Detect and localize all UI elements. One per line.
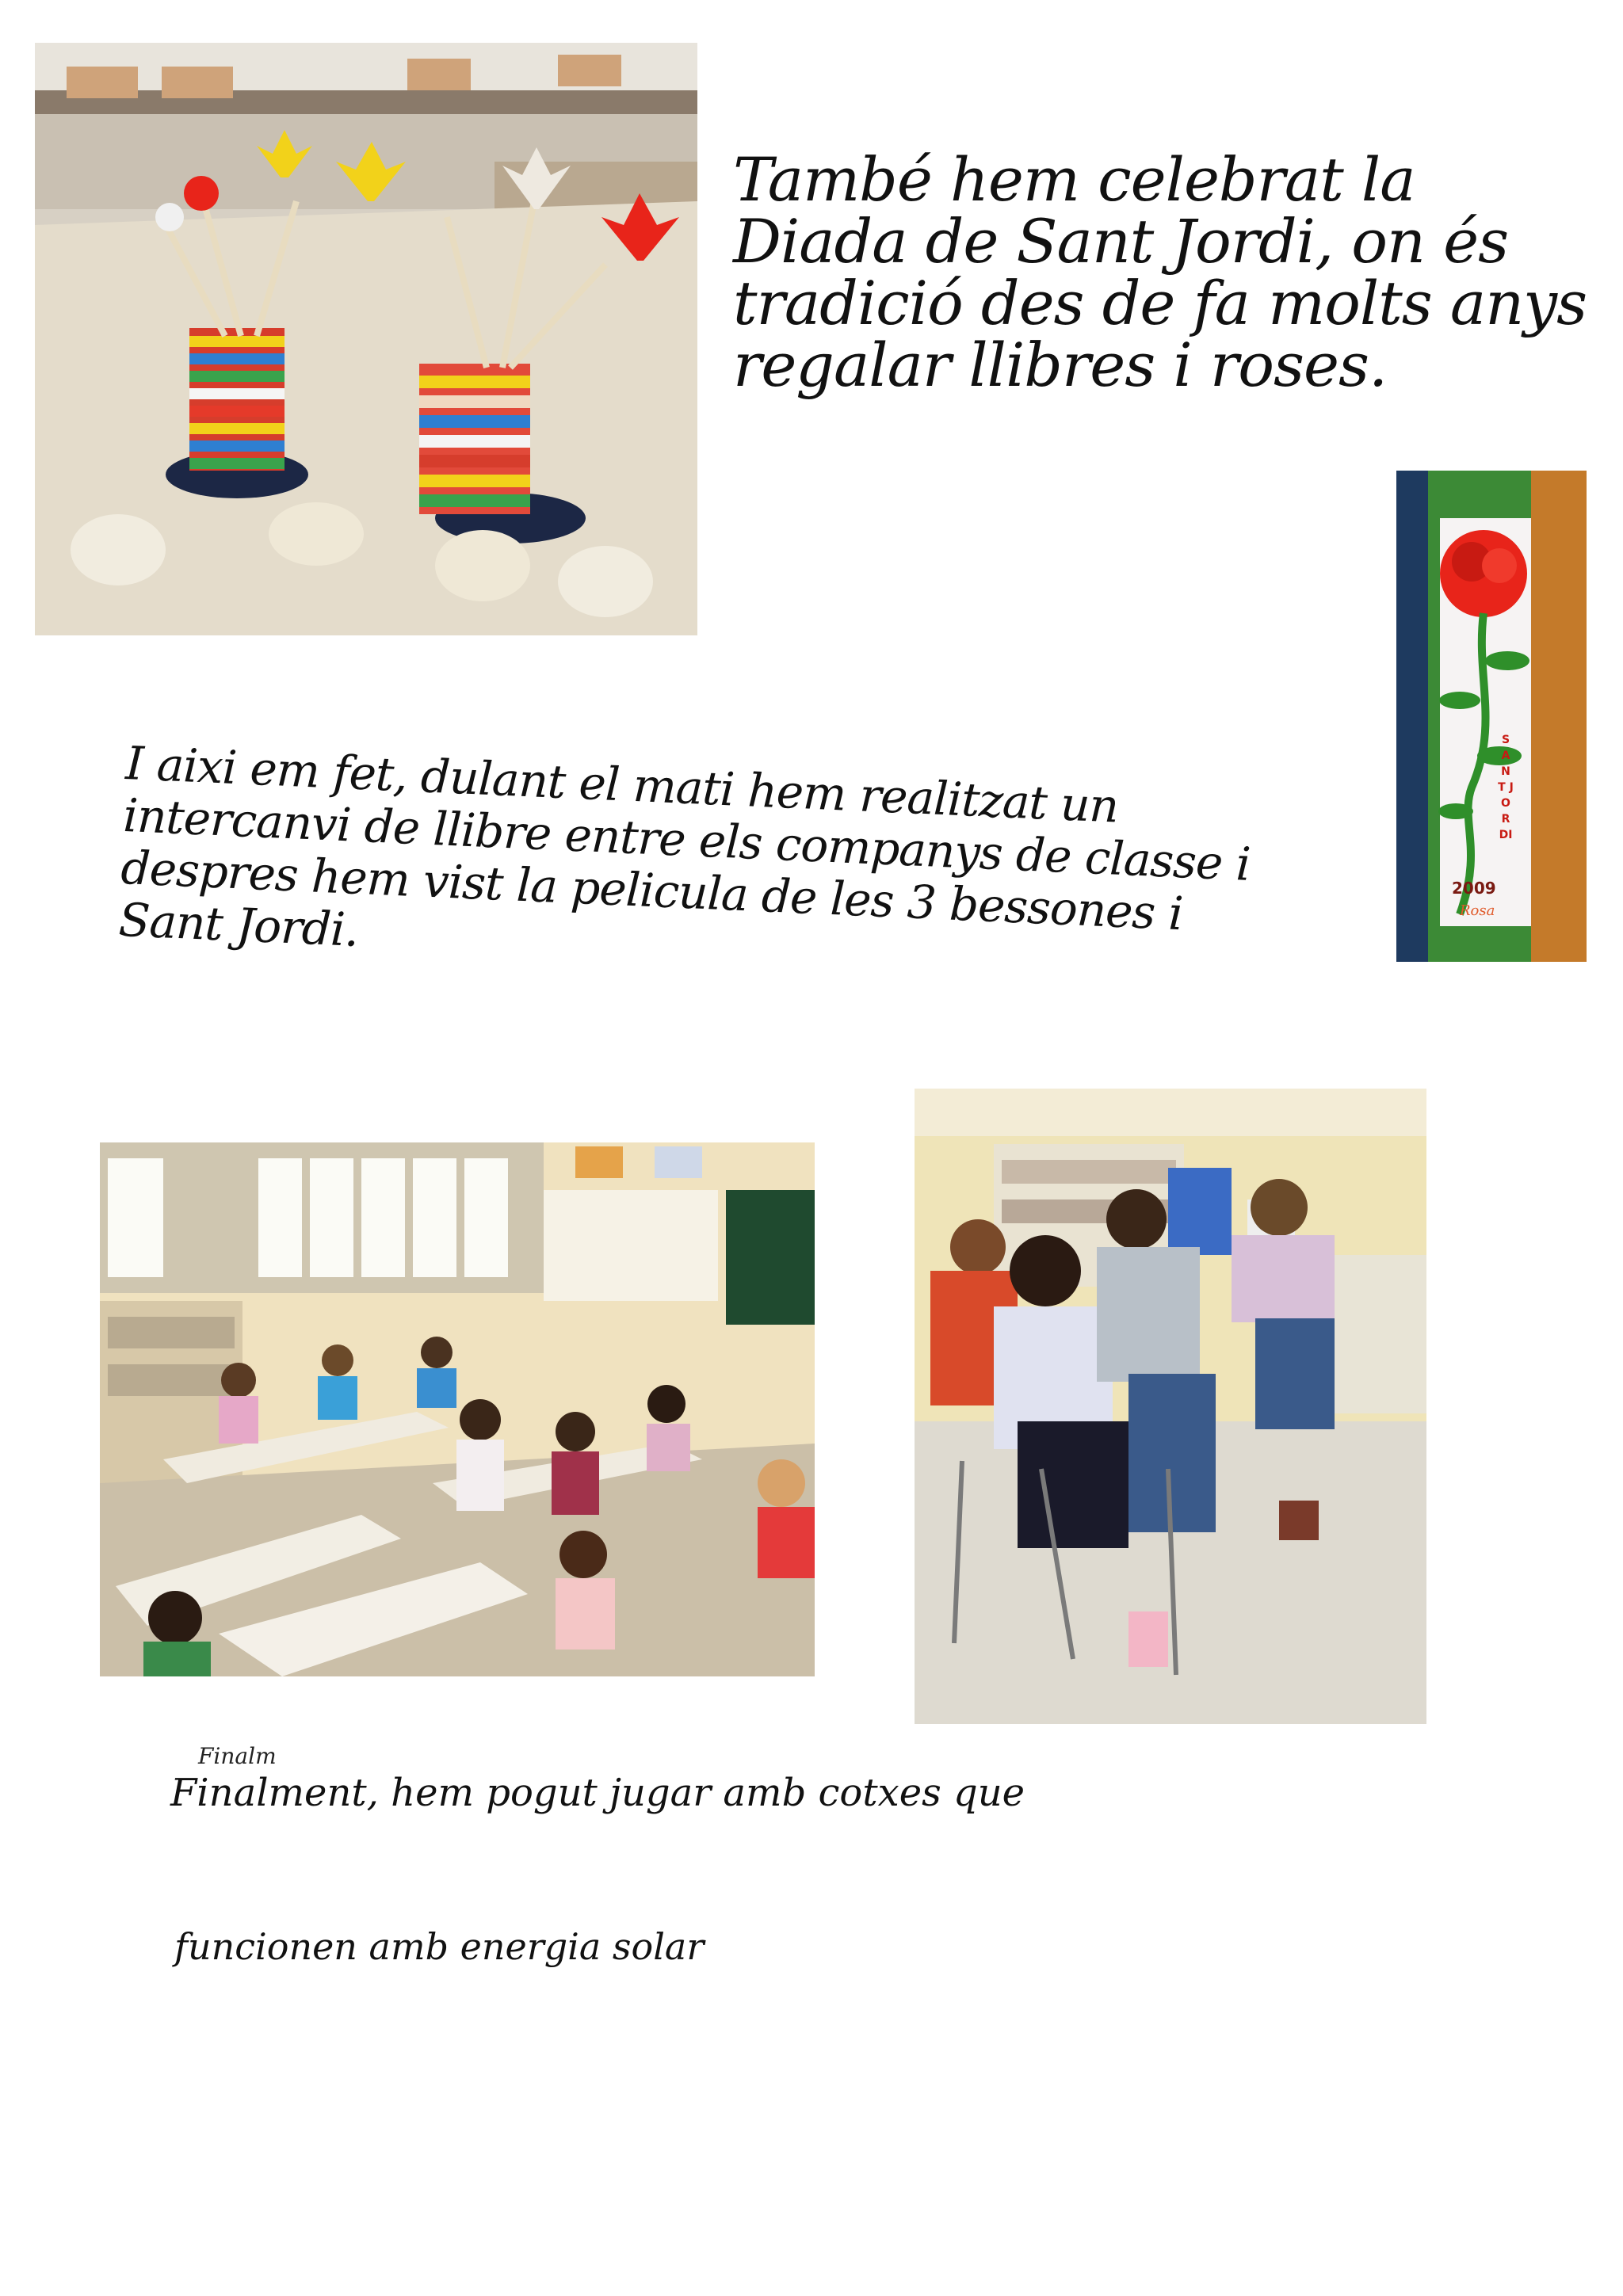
rose-bookmark-photo (1396, 471, 1587, 962)
handwritten-paragraph-book-exchange: I aixi em fet, dulant el mati hem realitzat un intercanvi de llibre entre els companys de classe i despres hem vist la pelicula de les 3 bessones i Sant Jordi. (117, 736, 1251, 957)
classroom-photo (100, 1142, 815, 1676)
bookmark-vertical-label: SANT JORDI (1498, 734, 1514, 841)
craft-vases-photo (35, 43, 697, 635)
craft-vases-illustration (35, 43, 697, 635)
crossed-out-word: Finalm (198, 1743, 277, 1769)
handwritten-paragraph-solar-energy: funcionen amb energia solar (174, 1925, 705, 1968)
classroom-illustration (100, 1142, 815, 1676)
chalkboard (726, 1190, 815, 1325)
red-ball-flower (184, 176, 219, 211)
handwritten-paragraph-solar-cars: Finalment, hem pogut jugar amb cotxes que (170, 1771, 1025, 1815)
handwritten-paragraph-sant-jordi: També hem celebrat la Diada de Sant Jordi, on és tradició des de fa molts anys regalar llibres i roses. (733, 144, 1587, 400)
children-seated-photo (915, 1089, 1426, 1724)
children-seated-illustration (915, 1089, 1426, 1724)
bookmark-year: 2009 (1452, 879, 1496, 898)
bookmark-signature: Rosa (1460, 902, 1495, 919)
